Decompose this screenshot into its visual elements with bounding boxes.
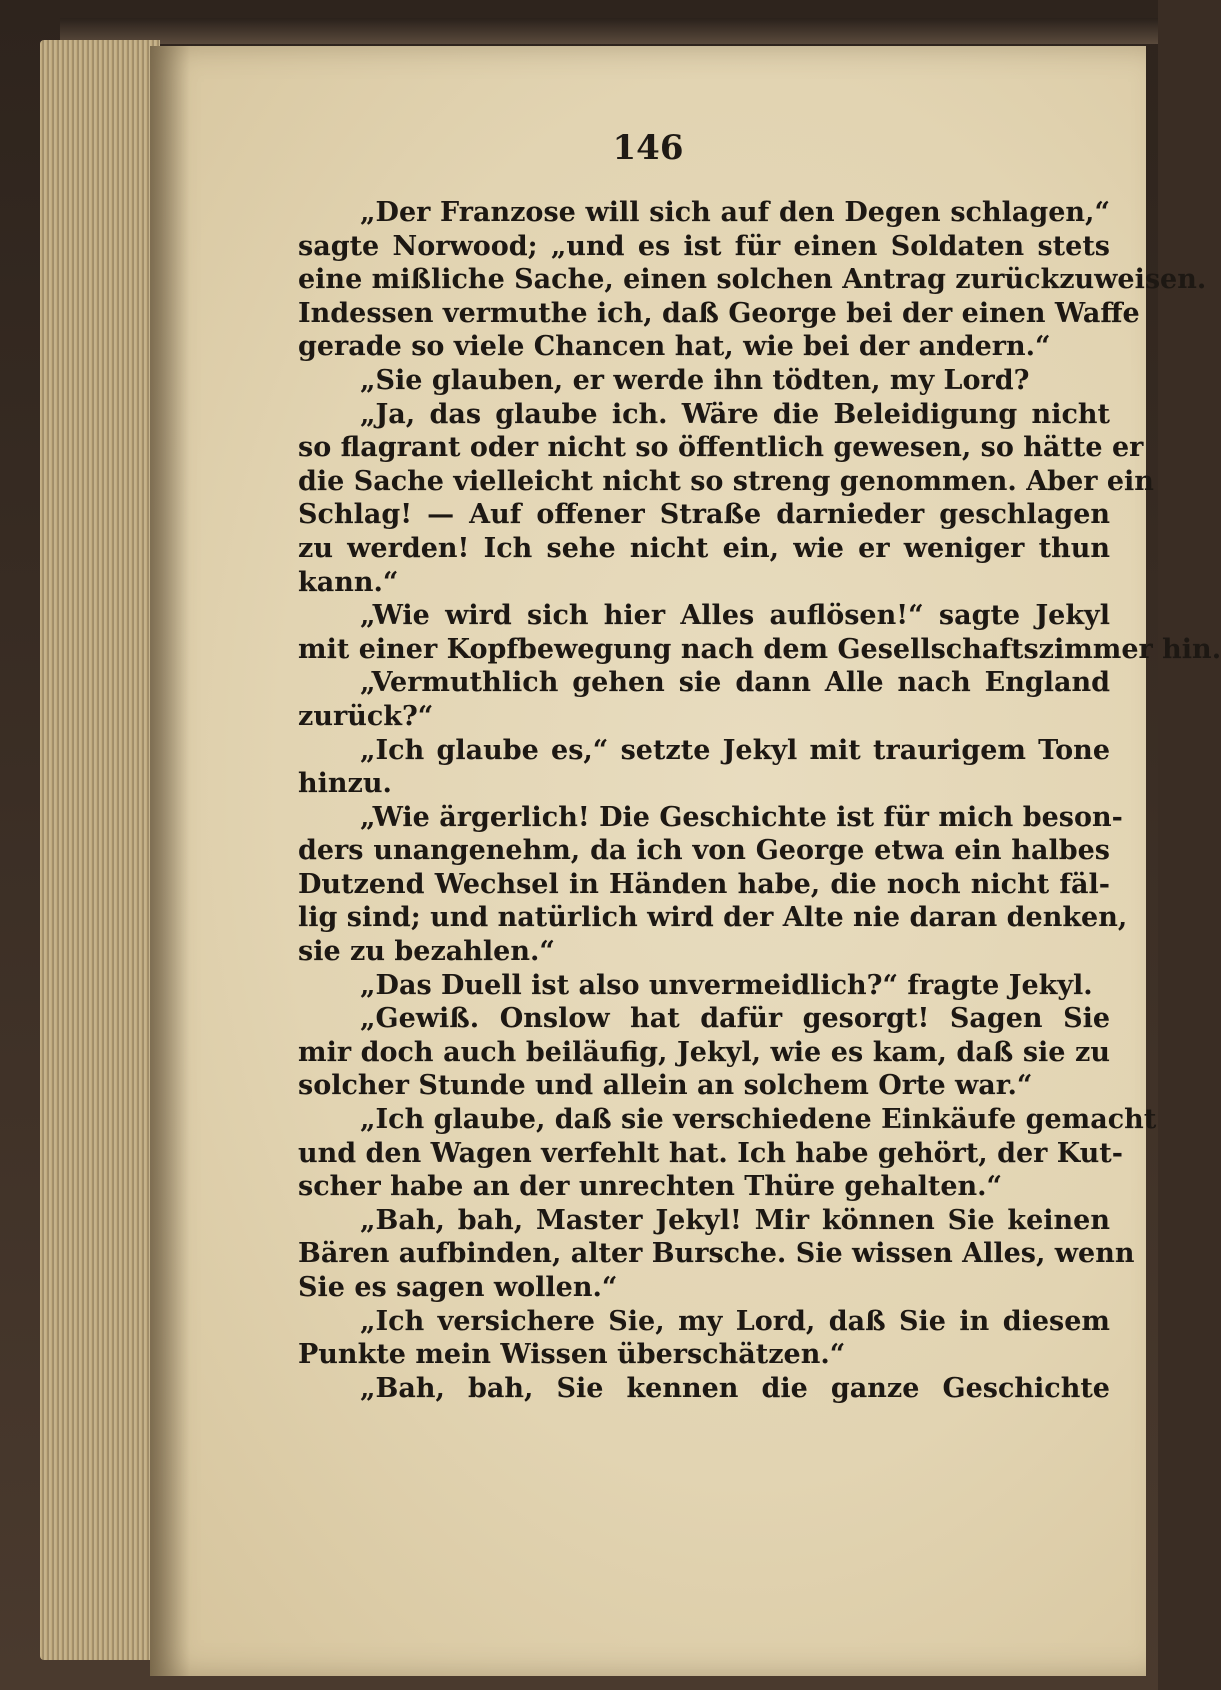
text-line: „Der Franzose will sich auf den Degen schlagen,“ xyxy=(360,197,1110,228)
body-text xyxy=(298,196,1221,1405)
text-line: „Vermuthlich gehen sie dann Alle nach England xyxy=(360,667,1110,699)
text-line: „Ich glaube, daß sie verschiedene Einkäufe gemacht xyxy=(360,1104,1157,1136)
text-line: „Wie wird sich hier Alles auflösen!“ sagte Jekyl xyxy=(360,600,1110,632)
text-line: Punkte mein Wissen überschätzen.“ xyxy=(298,1339,846,1371)
text-line: mir doch auch beiläufig, Jekyl, wie es kam, daß sie zu xyxy=(298,1036,1110,1068)
text-line: Dutzend Wechsel in Händen habe, die noch nicht fäl- xyxy=(298,868,1110,900)
spine-shadow xyxy=(150,46,190,1676)
text-line: Indessen vermuthe ich, daß George bei der einen Waffe xyxy=(298,297,1140,329)
text-line: „Ja, das glaube ich. Wäre die Beleidigung nicht xyxy=(360,398,1110,430)
text-line: eine mißliche Sache, einen solchen Antrag zurückzuweisen. xyxy=(298,264,1207,296)
text-line: kann.“ xyxy=(298,566,399,598)
text-line: gerade so viele Chancen hat, wie bei der andern.“ xyxy=(298,331,1051,363)
text-line: „Bah, bah, Master Jekyl! Mir können Sie keinen xyxy=(360,1204,1110,1236)
text-line: zu werden! Ich sehe nicht ein, wie er weniger thun xyxy=(298,532,1110,564)
text-line: sie zu bezahlen.“ xyxy=(298,936,555,968)
text-line: „Bah, bah, Sie kennen die ganze Geschichte xyxy=(360,1372,1110,1404)
text-line: die Sache vielleicht nicht so streng genommen. Aber ein xyxy=(298,465,1154,497)
text-line: lig sind; und natürlich wird der Alte nie daran denken, xyxy=(298,902,1128,934)
text-line: so flagrant oder nicht so öffentlich gewesen, so hätte er xyxy=(298,432,1144,464)
text-line: „Das Duell ist also unvermeidlich?“ fragte Jekyl. xyxy=(360,969,1093,1001)
text-line: „Wie ärgerlich! Die Geschichte ist für mich beson- xyxy=(360,801,1123,833)
book-top-edge xyxy=(60,18,1158,44)
text-line: „Sie glauben, er werde ihn tödten, my Lord? xyxy=(360,364,1030,396)
page-number: 146 xyxy=(612,128,684,168)
book-page xyxy=(150,46,1221,1676)
page-stack-edge xyxy=(40,40,160,1660)
text-line: „Gewiß. Onslow hat dafür gesorgt! Sagen Sie xyxy=(360,1003,1110,1035)
text-line: sagte Norwood; „und es ist für einen Soldaten stets xyxy=(298,230,1110,262)
text-line: solcher Stunde und allein an solchem Orte war.“ xyxy=(298,1070,1033,1102)
text-line: „Ich glaube es,“ setzte Jekyl mit traurigem Tone xyxy=(360,734,1110,766)
text-line: Bären aufbinden, alter Bursche. Sie wissen Alles, wenn xyxy=(298,1238,1135,1270)
text-line: ders unangenehm, da ich von George etwa ein halbes xyxy=(298,835,1110,867)
text-line: mit einer Kopfbewegung nach dem Gesellschaftszimmer hin. xyxy=(298,633,1221,665)
text-line: und den Wagen verfehlt hat. Ich habe gehört, der Kut- xyxy=(298,1137,1123,1169)
text-line: Sie es sagen wollen.“ xyxy=(298,1272,618,1303)
text-line: zurück?“ xyxy=(298,700,434,732)
text-line: hinzu. xyxy=(298,768,392,800)
text-line: Schlag! — Auf offener Straße darnieder geschlagen xyxy=(298,499,1110,531)
text-line: „Ich versichere Sie, my Lord, daß Sie in diesem xyxy=(360,1305,1110,1337)
text-line: scher habe an der unrechten Thüre gehalten.“ xyxy=(298,1171,1003,1203)
